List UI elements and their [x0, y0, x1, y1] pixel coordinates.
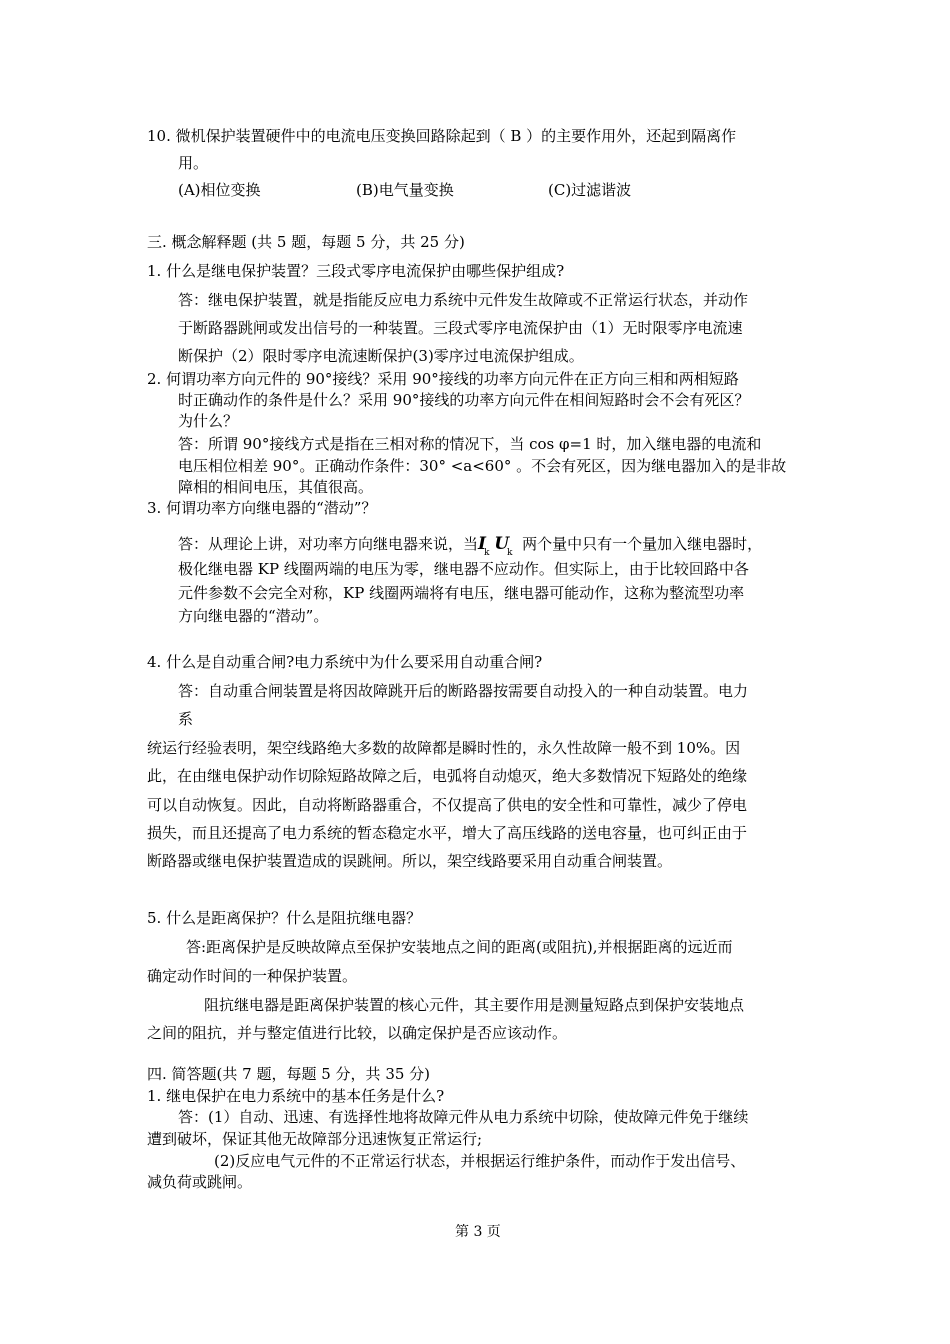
s3-q2-question-2: 时正确动作的条件是什么？采用 90°接线的功率方向元件在相间短路时会不会有死区？: [178, 391, 750, 409]
s3-q1-answer-3: 断保护（2）限时零序电流速断保护(3)零序过电流保护组成。: [178, 347, 584, 365]
s3-q5-answer-4: 之间的阻抗，并与整定值进行比较，以确定保护是否应该动作。: [147, 1024, 568, 1042]
s4-q1-answer-1: 答：(1）自动、迅速、有选择性地将故障元件从电力系统中切除，使故障元件免于继续: [178, 1108, 749, 1126]
s3-q5-answer-1: 答:距离保护是反映故障点至保护安装地点之间的距离(或阻抗),并根据距离的远近而: [186, 938, 733, 956]
section3-heading: 三. 概念解释题 (共 5 题，每题 5 分，共 25 分): [147, 233, 465, 251]
q10-option-b: (B)电气量变换: [356, 181, 454, 199]
s3-q4-answer-4: 此，在由继电保护动作切除短路故障之后，电弧将自动熄灭，绝大多数情况下短路处的绝缘: [147, 767, 748, 785]
s3-q4-answer-2: 系: [178, 710, 194, 728]
s3-q3-answer-1-post: 两个量中只有一个量加入继电器时，: [522, 535, 763, 553]
s3-q1-question: 1. 什么是继电保护装置？三段式零序电流保护由哪些保护组成?: [147, 262, 565, 280]
s4-q1-question: 1. 继电保护在电力系统中的基本任务是什么?: [147, 1087, 445, 1105]
s3-q4-answer-1: 答：自动重合闸装置是将因故障跳开后的断路器按需要自动投入的一种自动装置。电力: [178, 682, 749, 700]
s3-q4-answer-7: 断路器或继电保护装置造成的误跳闸。所以，架空线路要采用自动重合闸装置。: [147, 852, 673, 870]
s3-q2-answer-1: 答：所谓 90°接线方式是指在三相对称的情况下，当 cos φ=1 时，加入继电器的电流和: [178, 435, 762, 453]
current-phasor-symbol: I: [478, 534, 486, 554]
s3-q3-question: 3. 何谓功率方向继电器的“潜动”？: [147, 499, 377, 517]
subscript-k: k: [483, 548, 490, 558]
s3-q4-answer-3: 统运行经验表明，架空线路绝大多数的故障都是瞬时性的，永久性故障一般不到 10%。因: [147, 739, 741, 757]
s3-q2-answer-3: 障相的相间电压，其值很高。: [178, 478, 374, 496]
s4-q1-answer-4: 减负荷或跳闸。: [147, 1173, 253, 1191]
s4-q1-answer-3: (2)反应电气元件的不正常运行状态，并根据运行维护条件，而动作于发出信号、: [214, 1152, 746, 1170]
s3-q5-answer-3: 阻抗继电器是距离保护装置的核心元件，其主要作用是测量短路点到保护安装地点: [204, 996, 745, 1014]
s3-q2-question-3: 为什么？: [178, 412, 239, 430]
s3-q4-answer-6: 损失，而且还提高了电力系统的暂态稳定水平，增大了高压线路的送电容量，也可纠正由于: [147, 824, 748, 842]
q10-option-a: (A)相位变换: [178, 181, 261, 199]
s3-q2-answer-2: 电压相位相差 90°。正确动作条件：30° <a<60° 。不会有死区，因为继电器加入的是非故: [178, 457, 787, 475]
s3-q3-answer-1-pre: 答：从理论上讲，对功率方向继电器来说，当: [178, 535, 479, 553]
s3-q1-answer-2: 于断路器跳闸或发出信号的一种装置。三段式零序电流保护由（1）无时限零序电流速: [178, 319, 743, 337]
s3-q4-answer-5: 可以自动恢复。因此，自动将断路器重合，不仅提高了供电的安全性和可靠性，减少了停电: [147, 796, 748, 814]
s3-q4-question: 4. 什么是自动重合闸?电力系统中为什么要采用自动重合闸?: [147, 653, 543, 671]
subscript-k: k: [507, 548, 513, 558]
s3-q5-question: 5. 什么是距离保护？什么是阻抗继电器？: [147, 909, 422, 927]
s4-q1-answer-2: 遭到破坏，保证其他无故障部分迅速恢复正常运行;: [147, 1130, 483, 1148]
s3-q2-question-1: 2. 何谓功率方向元件的 90°接线？采用 90°接线的功率方向元件在正方向三相和两相短路: [147, 370, 739, 388]
voltage-phasor-symbol: U: [494, 534, 510, 554]
q10-line-2: 用。: [178, 154, 209, 172]
section4-heading: 四. 简答题(共 7 题，每题 5 分，共 35 分): [147, 1065, 431, 1083]
s3-q1-answer-1: 答：继电保护装置，就是指能反应电力系统中元件发生故障或不正常运行状态，并动作: [178, 291, 749, 309]
s3-q5-answer-2: 确定动作时间的一种保护装置。: [147, 967, 358, 985]
q10-option-c: (C)过滤谐波: [548, 181, 632, 199]
s3-q3-answer-4: 方向继电器的“潜动”。: [178, 607, 329, 625]
q10-line-1: 10. 微机保护装置硬件中的电流电压变换回路除起到（ B ）的主要作用外，还起到隔离作: [147, 127, 737, 145]
s3-q3-answer-3: 元件参数不会完全对称，KP 线圈两端将有电压，继电器可能动作，这称为整流型功率: [178, 584, 745, 602]
page-number: 第 3 页: [455, 1224, 501, 1240]
s3-q3-answer-2: 极化继电器 KP 线圈两端的电压为零，继电器不应动作。但实际上，由于比较回路中各: [178, 560, 749, 578]
